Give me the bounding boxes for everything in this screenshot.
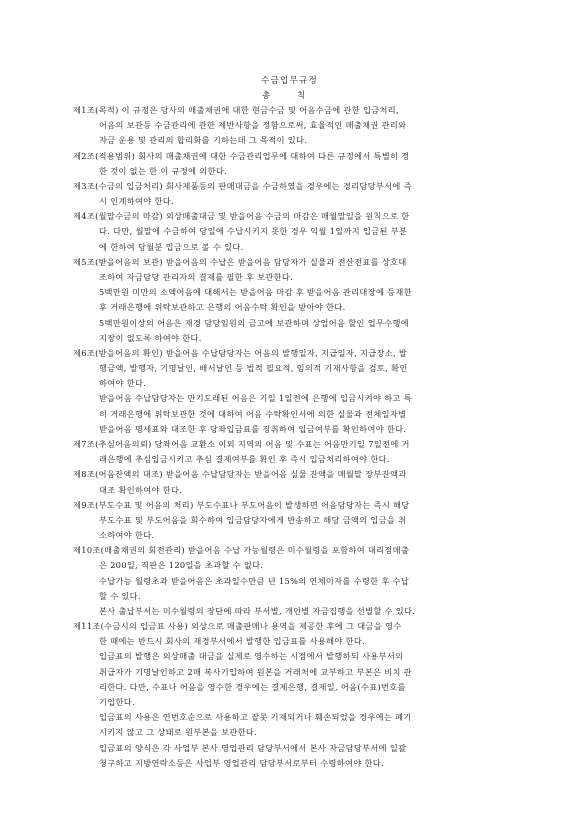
paragraph-line: 다. 다만, 월말에 수금하여 당일에 수납시키지 못한 경우 익월 1일까지 입금된 부분 [99,226,408,237]
paragraph-line: 한 때에는 반드시 회사의 재경부서에서 발행한 입금표를 사용해야 한다. [99,636,366,647]
paragraph-line: 기입한다. [99,697,135,708]
paragraph-line: 5백만원이상의 어음은 재경 담당임원의 금고에 보관하며 상업어음 할인 업무수행에 [99,317,409,328]
paragraph-line: 에 한하여 당월분 입금으로 볼 수 있다. [99,241,244,252]
paragraph-line: 제1조(목적) 이 규정은 당사의 매출채권에 대한 현금수금 및 어음수금에 관한 입금처리, [73,105,399,115]
paragraph-line: 은 200일, 직판은 120일을 초과할 수 없다. [99,560,264,571]
paragraph-line: 제7조(추심어음의뢰) 당좌어음 교환소 이외 지역의 어음 및 수표는 어음만기일 7일전에 거 [73,438,410,449]
paragraph-line: 래은행에 추심입금시키고 추심 결제여부를 확인 후 즉시 입금처리하여야 한다. [99,454,390,465]
paragraph-line: 제3조(수금의 입금처리) 회사제품등의 판매대금을 수금하였을 경우에는 경리담당부서에 즉 [73,180,412,191]
paragraph-line: 입금표의 사용은 연번호순으로 사용하고 잘못 기재되거나 훼손되었을 경우에는 폐기 [99,712,412,723]
paragraph-line: 한 것이 없는 한 이 규정에 의한다. [99,165,228,176]
paragraph-line: 수납가능 월령초과 받을어음은 초과일수만큼 년 15%의 연체이자를 수령한 후 수납 [99,575,410,586]
paragraph-line: 제10조(매출채권의 회전관리) 받을어음 수납 가능월령은 미수월령을 포함하여 대리점매출 [73,545,410,556]
paragraph-line: 5백만원 미만의 소액어음에 대해서는 받을어음 마감 후 받을어음 관리대장에 등재한 [99,287,412,298]
paragraph-line: 제6조(받을어음의 확인) 받을어음 수납담당자는 어음의 발행일자, 지급일자, 지급장소, 발 [73,347,408,358]
paragraph-line: 시 인계하여야 한다. [99,196,174,207]
paragraph-line: 청구하고 지방연락소등은 사업부 영업관리 담당부서로부터 수령하여야 한다. [99,757,384,768]
paragraph-line: 지장이 없도록 하여야 한다. [99,332,202,343]
paragraph-line: 제8조(어음잔액의 대조) 받을어음 수납담당자는 받을어음 실물 잔액을 매월말 장부잔액과 [73,469,407,480]
paragraph-line: 제5조(받을어음의 보관) 받을어음의 수납은 받을어음 담당자가 실물과 전산전표를 상호대 [73,256,407,267]
paragraph-line: 제2조(적용범위) 회사의 매출채권에 대한 수금관리업무에 대하여 다른 규정에서 특별히 정 [73,150,410,161]
paragraph-line: 히 거래은행에 위탁보관한 것에 대하여 어음 수탁확인서에 의한 실물과 전체일자별 [99,408,407,419]
paragraph-line: 제9조(부도수표 및 어음의 처리) 부도수표나 부도어음이 발생하면 어음담당자는 즉시 해당 [73,499,410,510]
paragraph-line: 조하여 자금담당 관리자의 결재를 필한 후 보관한다. [99,271,294,282]
paragraph-line: 받을어음 수납담당자는 만기도래된 어음은 기일 1일전에 은행에 입금시켜야 하고 특 [99,393,412,404]
paragraph-line: 후 거래은행에 위탁보관하고 은행의 어음수탁 확인을 받아야 한다. [99,302,346,313]
document-subtitle: 총 칙 [261,91,318,101]
paragraph-line: 할 수 있다. [99,590,141,601]
paragraph-line: 소하여야 한다. [99,530,155,541]
paragraph-line: 취급자가 기명날인하고 2매 복사기입하여 원본을 거래처에 교부하고 부본은 비치 관 [99,666,412,677]
paragraph-line: 리한다. 다만, 수표나 어음을 영수한 경우에는 결제은행, 결제일, 어음(수표)번호를 [99,681,406,692]
paragraph-line: 부도수표 및 부도어음을 회수하여 입금담당자에게 반송하고 해당 금액의 입금을 취 [99,514,407,525]
paragraph-line: 대조 확인하여야 한다. [99,484,183,495]
paragraph-line: 어음의 보관등 수금관리에 관한 제반사항을 정함으로써, 효율적인 매출채권 관리와 [99,120,407,131]
paragraph-line: 제4조(월말수금의 마감) 외상매출대금 및 받을어음 수금의 마감은 매월말일을 원칙으로 한 [73,211,410,222]
paragraph-line: 행금액, 발행자, 기명날인, 배서날인 등 법적 필요적, 임의적 기재사항을 검토, 확인 [99,363,408,374]
paragraph-line: 시키지 않고 그 상태로 원부본을 보관한다. [99,727,258,738]
paragraph-line: 본사 출납부서는 미수월령의 장단에 따라 부서별, 개인별 자금집행을 선별할 수 있다. [99,605,416,616]
paragraph-line: 제11조(수금시의 입금표 사용) 외상으로 매출판매나 용역을 제공한 후에 그 대금을 영수 [73,621,402,632]
paragraph-line: 하여야 한다. [99,378,147,389]
paragraph-line: 자금 운용 및 관리의 합리화를 기하는데 그 목적이 있다. [99,135,308,146]
paragraph-line: 받을어음 명세표와 대조한 후 당좌입금표를 징취하여 입금여부를 확인하여야 한다. [99,423,407,434]
paragraph-line: 입금표의 양식은 각 사업부 본사 영업관리 담당부서에서 본사 자금담당부서에 일괄 [99,742,407,753]
paragraph-line: 입금표의 발행은 외상매출 대금을 실제로 영수하는 시점에서 발행하되 사용부서의 [99,651,404,662]
document-title: 수금업무규정 [260,76,318,86]
